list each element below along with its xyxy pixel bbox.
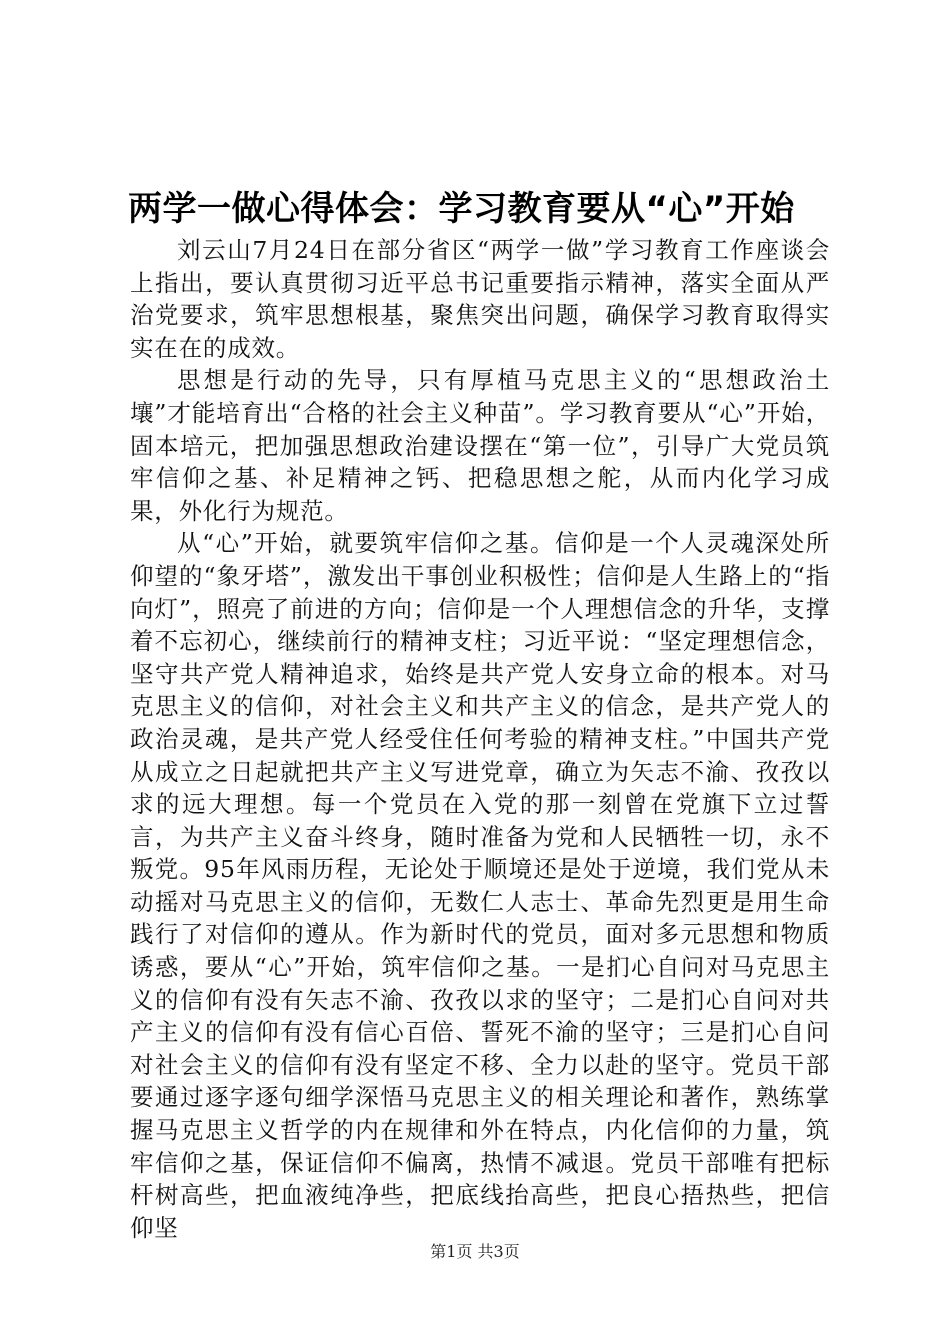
paragraph-1: 刘云山7月24日在部分省区“两学一做”学习教育工作座谈会上指出，要认真贯彻习近平总书记重要指示精神，落实全面从严治党要求，筑牢思想根基，聚焦突出问题，确保学习教育取得实实在在的成效。 bbox=[130, 236, 830, 362]
paragraph-3: 从“心”开始，就要筑牢信仰之基。信仰是一个人灵魂深处所仰望的“象牙塔”，激发出干事创业积极性；信仰是人生路上的“指向灯”，照亮了前进的方向；信仰是一个人理想信念的升华，支撑着不忘初心，继续前行的精神支柱；习近平说：“坚定理想信念，坚守共产党人精神追求，始终是共产党人安身立命的根本。对马克思主义的信仰，对社会主义和共产主义的信念，是共产党人的政治灵魂，是共产党人经受住任何考验的精神支柱。”中国共产党从成立之日起就把共产主义写进党章，确立为矢志不渝、孜孜以求的远大理想。每一个党员在入党的那一刻曾在党旗下立过誓言，为共产主义奋斗终身，随时准备为党和人民牺牲一切，永不叛党。95年风雨历程，无论处于顺境还是处于逆境，我们党从未动摇对马克思主义的信仰，无数仁人志士、革命先烈更是用生命践行了对信仰的遵从。作为新时代的党员，面对多元思想和物质诱惑，要从“心”开始，筑牢信仰之基。一是扪心自问对马克思主义的信仰有没有矢志不渝、孜孜以求的坚守；二是扪心自问对共产主义的信仰有没有信心百倍、誓死不渝的坚守；三是扪心自问对社会主义的信仰有没有坚定不移、全力以赴的坚守。党员干部要通过逐字逐句细学深悟马克思主义的相关理论和著作，熟练掌握马克思主义哲学的内在规律和外在特点，内化信仰的力量，筑牢信仰之基，保证信仰不偏离，热情不减退。党员干部唯有把标杆树高些，把血液纯净些，把底线抬高些，把良心捂热些，把信仰坚 bbox=[130, 529, 830, 1242]
paragraph-2: 思想是行动的先导，只有厚植马克思主义的“思想政治土壤”才能培育出“合格的社会主义种苗”。学习教育要从“心”开始，固本培元，把加强思想政治建设摆在“第一位”，引导广大党员筑牢信仰之基、补足精神之钙、把稳思想之舵，从而内化学习成果，外化行为规范。 bbox=[130, 366, 830, 525]
page-number-footer: 第1页 共3页 bbox=[430, 1242, 520, 1261]
document-title: 两学一做心得体会：学习教育要从“心”开始 bbox=[128, 189, 795, 229]
document-body bbox=[130, 234, 830, 1244]
